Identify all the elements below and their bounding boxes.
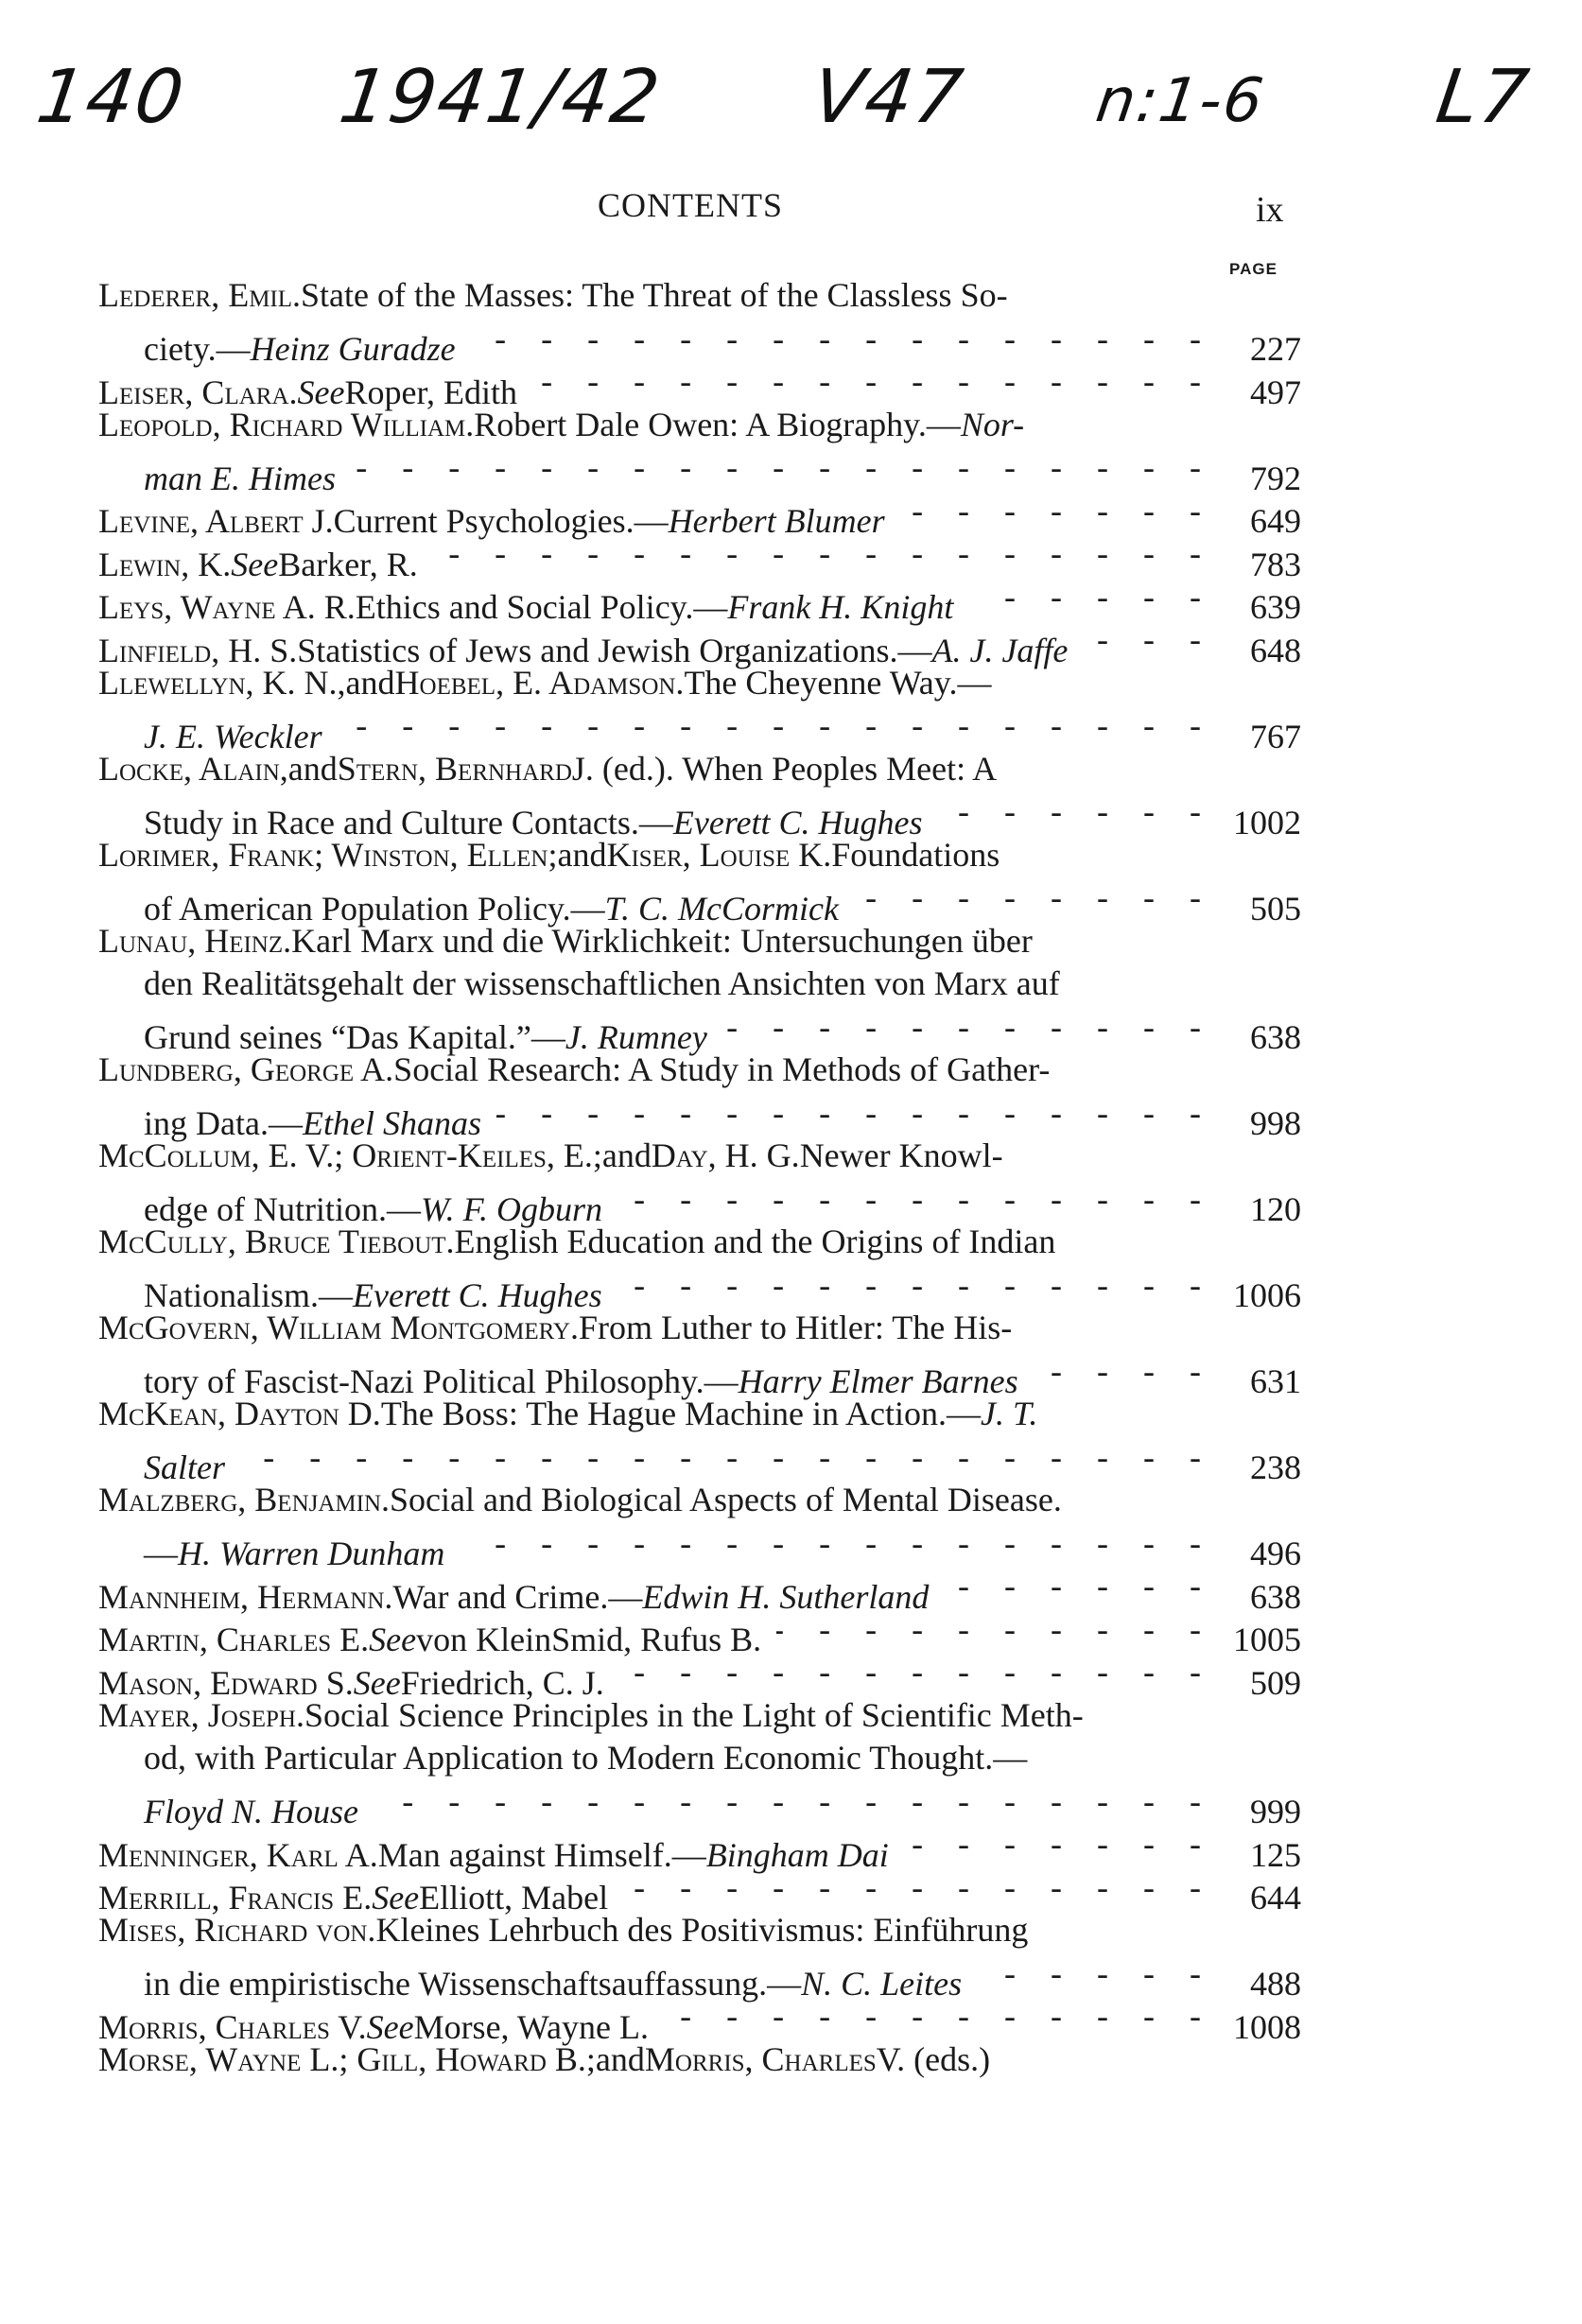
entry-line [98,876,1301,928]
italic-text: J. T. [981,1395,1038,1432]
entry-text: Current Psychologies.— [333,502,669,540]
contents-entry [98,1479,1301,1572]
contents-entry [98,1823,1301,1874]
author-name: Leys, Wayne A. R. [98,588,356,626]
entry-text: Man against Himself.— [377,1835,706,1874]
contents-entry [98,490,1301,540]
entry-line [98,576,1301,626]
entry-text: Statistics of Jews and Jewish Organizations.— [297,631,932,669]
entry-text: Ethics and Social Policy.— [355,588,728,626]
entry-line [98,1092,1301,1142]
author-name: Morris, Charles [644,2039,877,2078]
entry-text: Nationalism.— [144,1276,353,1314]
entry-line [98,704,1301,755]
italic-text: Bingham Dai [705,1835,889,1874]
contents-entry [98,1049,1301,1142]
entry-line [98,1651,1301,1702]
italic-text: See [369,1621,417,1658]
entry-text: Karl Marx und die Wirklichkeit: Untersuchungen über [291,921,1033,960]
entry-page-number: 767 [1250,717,1301,755]
author-name: McCully, Bruce Tiebout. [98,1223,455,1260]
handwritten-mark: n:1-6 [1091,66,1269,136]
entry-page-number: 631 [1250,1362,1301,1400]
entry-page-number: 238 [1250,1448,1301,1486]
entry-page-number: 648 [1250,631,1301,669]
dot-leader [460,1522,1214,1566]
entry-page-number: 497 [1250,373,1301,411]
entry-line [98,404,1301,447]
contents-entry [98,404,1301,497]
dot-leader [944,1565,1214,1608]
entry-line [98,1995,1301,2046]
entry-text: J. (ed.). When Peoples Meet: A [571,749,998,788]
italic-text: Edwin H. Sutherland [642,1577,930,1616]
entry-line [98,963,1301,1006]
entry-text: Social Science Principles in the Light of Scientific Meth- [304,1695,1084,1734]
page-header [0,180,1582,236]
entry-text: and [601,1136,652,1174]
dot-leader [664,1995,1214,2038]
entry-text: ing Data.— [144,1104,303,1142]
dot-leader [617,1178,1214,1222]
author-name: Lederer, Emil. [98,276,302,314]
contents-entry [98,834,1301,928]
italic-text: N. C. Leites [801,1965,963,2003]
contents-entry [98,1135,1301,1228]
entry-line [98,1221,1301,1264]
italic-text: H. Warren Dunham [178,1535,445,1572]
author-name: Menninger, Karl A. [98,1835,378,1874]
entry-line [98,1135,1301,1178]
entry-text: den Realitätsgehalt der wissenschaftlichen Ansichten von Marx auf [144,964,1060,1002]
entry-line [98,748,1301,791]
author-name: Mayer, Joseph. [98,1695,304,1734]
entry-line [98,1694,1301,1738]
author-name: Linfield, H. S. [98,631,298,669]
entry-text: Foundations [831,835,1000,874]
author-name: Levine, Albert J. [98,502,334,540]
entry-page-number: 998 [1250,1104,1301,1142]
author-name: Day, H. G. [651,1136,800,1174]
entry-text: in die empiristische Wissenschaftsauffassung.— [144,1965,802,2003]
author-name: Llewellyn, K. N., [98,663,346,702]
entry-text: Robert Dale Owen: A Biography.— [474,405,961,443]
dot-leader [338,704,1214,748]
dot-leader [854,876,1214,920]
entry-line [98,274,1301,318]
dot-leader [433,532,1214,576]
dot-leader [619,1651,1214,1694]
italic-text: Heinz Guradze [250,330,456,368]
entry-text: tory of Fascist-Nazi Political Philosophy.— [144,1362,739,1400]
entry-page-number: 638 [1250,1018,1301,1056]
entry-text: of American Population Policy.— [144,889,605,928]
author-name: Merrill, Francis E. [98,1879,373,1916]
dot-leader [623,1866,1214,1910]
contents-entry [98,2038,1301,2082]
author-name: Lorimer, Frank; Winston, Ellen; [98,835,558,874]
entry-line [98,618,1301,669]
author-name: Morris, Charles V. [98,2007,367,2046]
contents-entry [98,1909,1301,2003]
entry-text: edge of Nutrition.— [144,1190,421,1228]
page-column-label: PAGE [1229,260,1278,278]
handwritten-mark: V47 [807,55,969,140]
author-name: Martin, Charles E. [98,1621,370,1658]
contents-entry [98,532,1301,583]
entry-page-number: 639 [1250,588,1301,626]
entry-line [98,920,1301,963]
entry-text: The Cheyenne Way.— [684,663,992,702]
contents-entry [98,748,1301,841]
entry-text: State of the Masses: The Threat of the Classless So- [301,276,1008,314]
author-name: Lundberg, George A. [98,1050,394,1088]
dot-leader [722,1006,1214,1049]
entry-text: Social Research: A Study in Methods of Gather- [393,1050,1051,1088]
author-name: McKean, Dayton D. [98,1395,381,1432]
italic-text: See [366,2007,414,2046]
entry-line [98,318,1301,368]
entry-page-number: 1008 [1233,2007,1301,2046]
entry-text: and [557,835,607,874]
entry-line [98,1350,1301,1400]
contents-entry [98,1608,1301,1658]
dot-leader [374,1780,1214,1824]
entry-page-number: 1005 [1233,1621,1301,1658]
handwritten-mark: 140 [31,55,191,140]
entry-page-number: 792 [1250,459,1301,497]
italic-text: Everett C. Hughes [352,1276,602,1314]
entry-text: and [595,2039,645,2078]
italic-text: A. J. Jaffe [931,631,1069,669]
author-name: Malzberg, Benjamin. [98,1481,391,1518]
author-name: Kiser, Louise K. [606,835,832,874]
entry-text: ciety.— [144,330,251,368]
entry-text: Study in Race and Culture Contacts.— [144,803,673,841]
entry-page-number: 227 [1250,330,1301,368]
author-name: Leiser, Clara. [98,373,298,411]
author-name: Lewin, K. [98,545,232,583]
dot-leader [938,790,1214,834]
dot-leader [977,1952,1214,1996]
entry-text: Grund seines “Das Kapital.”— [144,1018,565,1056]
entry-line [98,1952,1301,2003]
entry-text: von KleinSmid, Rufus B. [416,1621,762,1658]
author-name: Leopold, Richard William. [98,405,475,443]
entry-text: Barker, R. [278,545,418,583]
handwritten-mark: L7 [1431,55,1536,140]
contents-list [98,274,1301,2081]
entry-text: Morse, Wayne L. [413,2007,649,2046]
entry-line [98,446,1301,497]
author-name: McGovern, William Montgomery. [98,1309,579,1346]
entry-page-number: 783 [1250,545,1301,583]
italic-text: See [353,1663,401,1702]
entry-text: War and Crime.— [392,1577,643,1616]
italic-text: Ethel Shanas [302,1104,481,1142]
running-title: CONTENTS [598,186,783,224]
entry-text: V. (eds.) [876,2039,991,2078]
entry-text: English Education and the Origins of Indian [454,1223,1056,1260]
entry-page-number: 488 [1250,1965,1301,2003]
italic-text: J. Rumney [565,1018,707,1056]
entry-page-number: 505 [1250,889,1301,928]
entry-page-number: 1002 [1233,803,1301,841]
contents-entry [98,920,1301,1056]
entry-text: Social and Biological Aspects of Mental Disease. [390,1481,1062,1518]
italic-text: J. E. Weckler [144,717,322,755]
italic-text: Nor- [960,405,1025,443]
italic-text: Harry Elmer Barnes [738,1362,1018,1400]
entry-text: and [345,663,395,702]
entry-line [98,1178,1301,1228]
entry-page-number: 125 [1250,1835,1301,1874]
entry-page-number: 999 [1250,1793,1301,1830]
dot-leader [904,1823,1214,1866]
entry-line [98,360,1301,411]
dot-leader [351,446,1214,490]
contents-entry [98,274,1301,368]
italic-text: Floyd N. House [144,1793,358,1830]
italic-text: See [372,1879,420,1916]
entry-line [98,1608,1301,1658]
author-name: Mason, Edward S. [98,1663,354,1702]
dot-leader [617,1264,1214,1308]
italic-text: Herbert Blumer [668,502,885,540]
author-name: Lunau, Heinz. [98,921,292,960]
author-name: Stern, Bernhard [337,749,572,788]
contents-entry [98,1866,1301,1916]
contents-entry [98,1307,1301,1400]
entry-line [98,1307,1301,1350]
italic-text: W. F. Ogburn [420,1190,602,1228]
entry-line [98,662,1301,705]
author-name: Hoebel, E. Adamson. [394,663,685,702]
entry-page-number: 120 [1250,1190,1301,1228]
entry-line [98,1479,1301,1522]
entry-line [98,2038,1301,2082]
entry-text: — [144,1535,178,1572]
author-name: Locke, Alain, [98,749,288,788]
entry-text: and [287,749,338,788]
contents-entry [98,360,1301,411]
contents-entry [98,1995,1301,2046]
author-name: Mannheim, Hermann. [98,1577,393,1616]
dot-leader [240,1436,1214,1480]
entry-text: The Boss: The Hague Machine in Action.— [380,1395,982,1432]
entry-line [98,1393,1301,1436]
italic-text: See [231,545,279,583]
entry-line [98,1436,1301,1486]
contents-entry [98,618,1301,669]
entry-line [98,532,1301,583]
entry-page-number: 649 [1250,502,1301,540]
contents-entry [98,1651,1301,1702]
italic-text: See [297,373,345,411]
entry-page-number: 496 [1250,1535,1301,1572]
entry-text: Kleines Lehrbuch des Positivismus: Einführung [375,1911,1029,1949]
italic-text: Salter [144,1448,225,1486]
contents-entry [98,1694,1301,1830]
entry-page-number: 644 [1250,1879,1301,1916]
entry-line [98,1264,1301,1314]
entry-text: From Luther to Hitler: The His- [578,1309,1013,1346]
entry-line [98,1565,1301,1616]
dot-leader [900,490,1214,533]
page-number: ix [1256,190,1284,230]
italic-text: man E. Himes [144,459,336,497]
entry-text: Newer Knowl- [799,1136,1003,1174]
entry-line [98,1737,1301,1780]
entry-page-number: 1006 [1233,1276,1301,1314]
entry-line [98,1006,1301,1056]
italic-text: T. C. McCormick [604,889,839,928]
entry-line [98,1522,1301,1572]
contents-entry [98,576,1301,626]
handwritten-mark: 1941/42 [334,55,667,140]
entry-line [98,834,1301,877]
entry-line [98,1049,1301,1092]
entry-page-number: 509 [1250,1663,1301,1702]
handwritten-annotations [31,55,1551,159]
entry-text: od, with Particular Application to Modern Economic Thought.— [144,1739,1028,1777]
entry-line [98,490,1301,540]
entry-line [98,1909,1301,1952]
dot-leader [496,1092,1214,1136]
entry-line [98,1823,1301,1874]
italic-text: Everett C. Hughes [672,803,923,841]
italic-text: Frank H. Knight [727,588,954,626]
author-name: McCollum, E. V.; Orient-Keiles, E.; [98,1136,602,1174]
contents-entry [98,1393,1301,1486]
dot-leader [471,318,1214,361]
dot-leader [532,360,1214,404]
dot-leader [968,576,1214,619]
entry-text: Elliott, Mabel [419,1879,609,1916]
dot-leader [776,1608,1214,1652]
entry-line [98,1866,1301,1916]
entry-page-number: 638 [1250,1577,1301,1616]
contents-entry [98,1565,1301,1616]
entry-line [98,790,1301,841]
contents-entry [98,1221,1301,1314]
contents-entry [98,662,1301,755]
entry-text: Roper, Edith [344,373,518,411]
entry-text: Friedrich, C. J. [400,1663,604,1702]
entry-line [98,1780,1301,1830]
dot-leader [1034,1350,1214,1394]
author-name: Mises, Richard von. [98,1911,376,1949]
author-name: Morse, Wayne L.; Gill, Howard B.; [98,2039,596,2078]
dot-leader [1083,618,1214,662]
